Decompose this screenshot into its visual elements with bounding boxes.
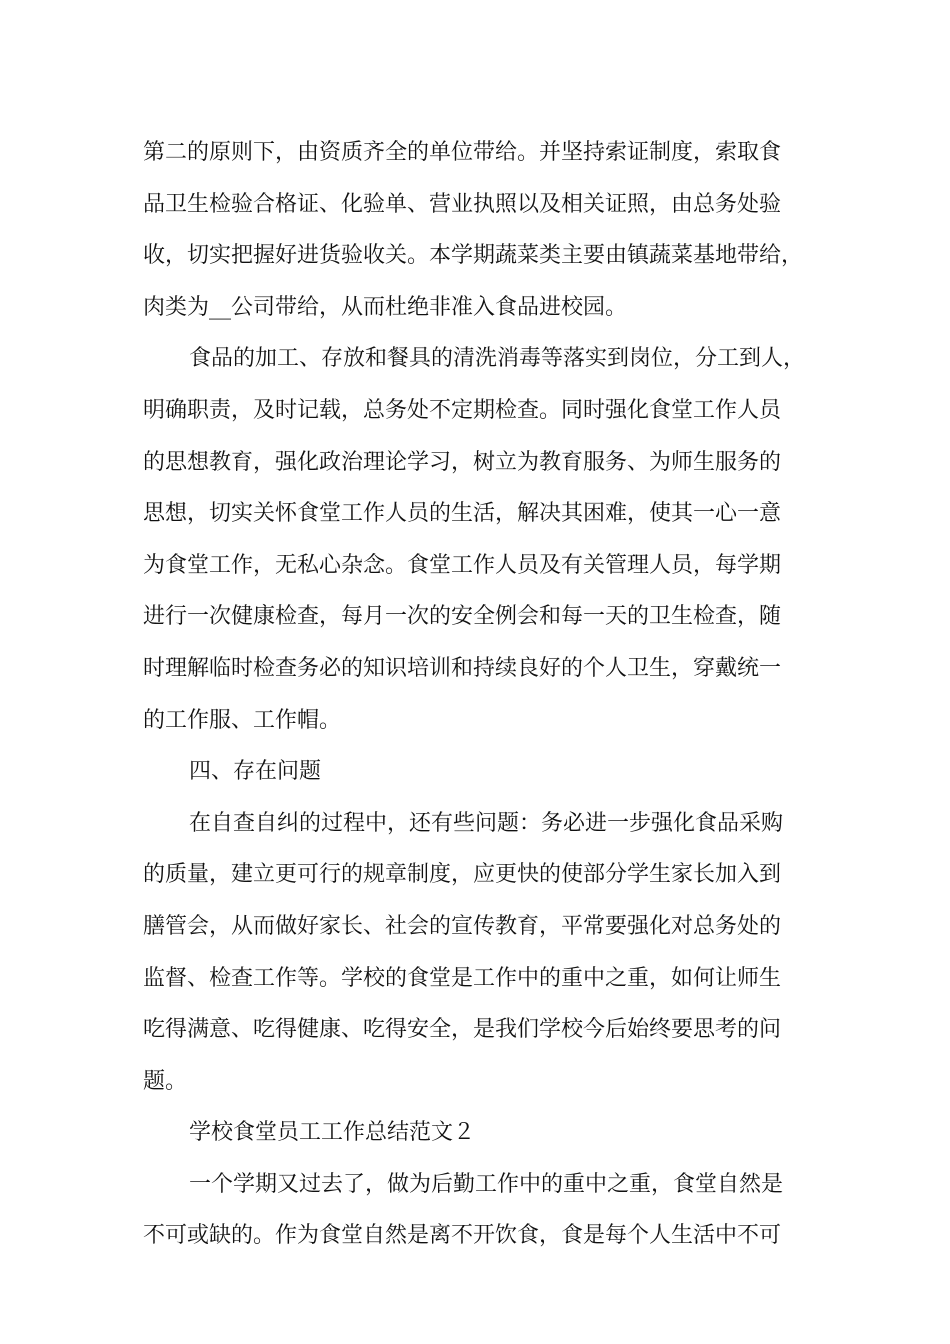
paragraph-line: 第二的原则下，由资质齐全的单位带给。并坚持索证制度，索取食	[143, 140, 782, 165]
paragraph-line: 进行一次健康检查，每月一次的安全例会和每一天的卫生检查，随	[143, 604, 782, 630]
paragraph-line: 题。	[143, 1068, 188, 1094]
paragraph-line: 不可或缺的。作为食堂自然是离不开饮食，食是每个人生活中不可	[143, 1223, 782, 1249]
paragraph-line: 收，切实把握好进货验收关。本学期蔬菜类主要由镇蔬菜基地带给，	[143, 243, 804, 269]
paragraph-line: 时理解临时检查务必的知识培训和持续良好的个人卫生，穿戴统一	[143, 655, 782, 681]
paragraph-line: 为食堂工作，无私心杂念。食堂工作人员及有关管理人员，每学期	[143, 552, 782, 578]
document-body	[143, 127, 823, 1262]
article-title: 学校食堂员工工作总结范文２	[189, 1120, 476, 1146]
paragraph-line: 肉类为__公司带给，从而杜绝非准入食品进校园。	[143, 294, 628, 320]
paragraph-line: 吃得满意、吃得健康、吃得安全，是我们学校今后始终要思考的问	[143, 1017, 782, 1043]
paragraph-line: 思想，切实关怀食堂工作人员的生活，解决其困难，使其一心一意	[143, 501, 782, 527]
paragraph-line: 的思想教育，强化政治理论学习，树立为教育服务、为师生服务的	[143, 449, 782, 475]
paragraph-line: 监督、检查工作等。学校的食堂是工作中的重中之重，如何让师生	[143, 965, 782, 991]
paragraph-line: 一个学期又过去了，做为后勤工作中的重中之重，食堂自然是	[189, 1171, 784, 1197]
paragraph-line: 品卫生检验合格证、化验单、营业执照以及相关证照，由总务处验	[143, 191, 782, 217]
paragraph-line: 在自查自纠的过程中，还有些问题：务必进一步强化食品采购	[189, 810, 784, 836]
paragraph-line: 的质量，建立更可行的规章制度，应更快的使部分学生家长加入到	[143, 862, 782, 888]
paragraph-line: 的工作服、工作帽。	[143, 707, 342, 733]
paragraph-line: 明确职责，及时记载，总务处不定期检查。同时强化食堂工作人员	[143, 397, 782, 423]
section-heading: 四、存在问题	[189, 759, 322, 785]
paragraph-line: 食品的加工、存放和餐具的清洗消毒等落实到岗位，分工到人，	[189, 346, 806, 372]
paragraph-line: 膳管会，从而做好家长、社会的宣传教育，平常要强化对总务处的	[143, 913, 782, 939]
